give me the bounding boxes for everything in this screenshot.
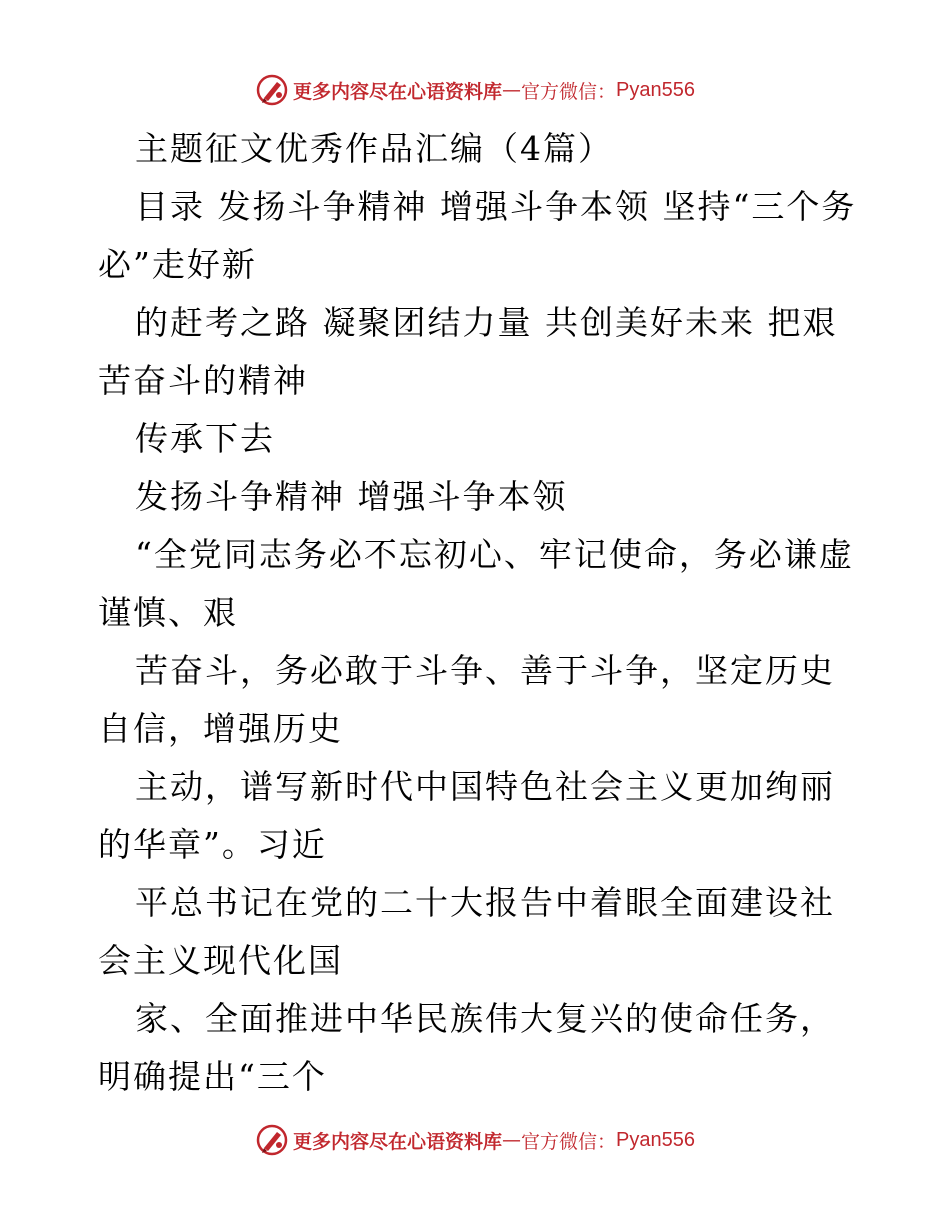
paragraph: 平总书记在党的二十大报告中着眼全面建设社会主义现代化国	[98, 883, 835, 980]
section-heading: 发扬斗争精神 增强斗争本领	[135, 477, 568, 516]
footer-brand-text: 更多内容尽在心语资料库	[293, 1130, 503, 1153]
footer-wechat-id: Pyan556	[616, 1128, 695, 1151]
pen-logo-icon	[255, 1123, 289, 1157]
header-wechat-label: 官方微信：	[521, 80, 617, 103]
paragraph: 家、全面推进中华民族伟大复兴的使命任务，明确提出“三个	[98, 999, 835, 1096]
paragraph: 主动，谱写新时代中国特色社会主义更加绚丽的华章”。习近	[98, 767, 835, 864]
paragraph: 苦奋斗，务必敢于斗争、善于斗争，坚定历史自信，增强历史	[98, 651, 835, 748]
paragraph: 传承下去	[135, 419, 275, 458]
paragraph: 的赶考之路 凝聚团结力量 共创美好未来 把艰苦奋斗的精神	[98, 303, 838, 400]
pen-logo-icon	[255, 73, 289, 107]
paragraph: 目录 发扬斗争精神 增强斗争本领 坚持“三个务必”走好新	[98, 187, 857, 284]
header-brand-text: 更多内容尽在心语资料库	[293, 80, 503, 103]
footer-separator: —	[502, 1129, 522, 1151]
header-wechat-id: Pyan556	[616, 78, 695, 101]
footer-wechat-label: 官方微信：	[521, 1130, 617, 1153]
paragraph: “全党同志务必不忘初心、牢记使命，务必谦虚谨慎、艰	[98, 535, 854, 632]
header-separator: —	[502, 79, 522, 101]
document-body	[98, 120, 858, 1106]
footer-banner	[0, 1120, 950, 1160]
doc-title: 主题征文优秀作品汇编（4篇）	[135, 129, 613, 168]
header-banner	[0, 70, 950, 110]
